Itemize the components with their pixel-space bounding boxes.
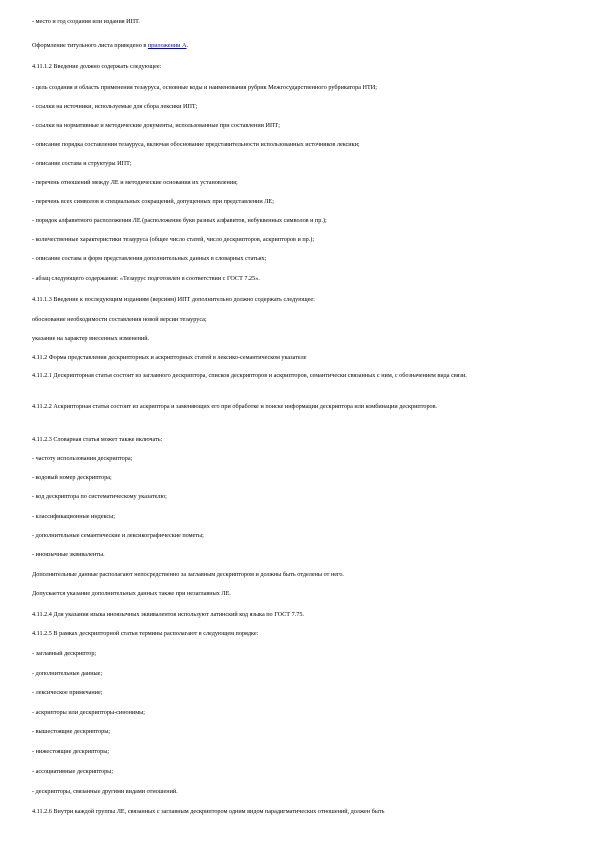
list-item: - абзац следующего содержания: «Тезаурус подготовлен в соответствии с ГОСТ 7.25». [32, 275, 260, 282]
list-item: - количественные характеристики тезауруса (общее число статей, число дескрипторов, аскрипторов и пр.); [32, 236, 315, 243]
list-item: - ссылки на источники, используемые для сбора лексики ИПТ; [32, 103, 198, 110]
list-item: - нижестоящие дескрипторы; [32, 748, 110, 755]
list-item: - перечень всех символов и специальных сокращений, допущенных при представлении ЛЕ; [32, 198, 274, 205]
list-item: - описание состава и форм представления дополнительных данных в словарных статьях; [32, 255, 267, 262]
text-line: указание на характер внесенных изменений. [32, 335, 150, 342]
list-item: - цель создания и область применения тезауруса, основные коды и наименования рубрик Межгосударственного рубрикатора НТИ; [32, 84, 377, 91]
list-item: - дополнительные данные; [32, 670, 103, 677]
list-item: - код дескриптора по систематическому указателю; [32, 493, 167, 500]
list-item: - описание состава и структуры ИПТ; [32, 160, 132, 167]
list-item: - заглавный дескриптор; [32, 650, 97, 657]
appendix-a-link[interactable]: приложении А [147, 42, 187, 49]
list-item: - аскрипторы или дескрипторы-синонимы; [32, 709, 146, 716]
section-heading: 4.11.1.2 Введение должно содержать следующее: [32, 63, 162, 70]
list-item: - вышестоящие дескрипторы; [32, 728, 111, 735]
text-line: Допускается указание дополнительных данных также при незаглавных ЛЕ. [32, 590, 231, 597]
text-line: Оформление титульного листа приведено в [32, 42, 148, 49]
list-item: - иноязычные эквиваленты. [32, 551, 105, 558]
text-line: . [186, 42, 189, 49]
text-line: - место и год создания или издания ИПТ. [32, 18, 140, 25]
text-line: обоснование необходимости составления новой версии тезауруса; [32, 316, 207, 323]
list-item: - частоту использования дескриптора; [32, 455, 133, 462]
paragraph: 4.11.2.2 Аскрипторная статья состоит из аскриптора и заменяющих его при обработке и поиске информации дескриптора или комбинации дескрипторов. [32, 403, 438, 410]
section-heading: 4.11.1.3 Введение к последующим изданиям (версиям) ИПТ дополнительно должно содержать следующее: [32, 296, 315, 303]
section-heading: 4.11.2.6 Внутри каждой группы ЛЕ, связанных с заглавным дескриптором одним видом парадигматических отношений, должен быть [32, 808, 385, 815]
list-item: - дескрипторы, связанные другими видами отношений. [32, 788, 178, 795]
list-item: - классификационные индексы; [32, 513, 116, 520]
section-heading: 4.11.2.4 Для указания языка иноязычных эквивалентов используют латинский код языка по ГОСТ 7.75. [32, 611, 304, 618]
section-heading: 4.11.2 Форма представления дескрипторных и аскрипторных статей в лексико-семантическом указателе [32, 354, 307, 361]
list-item: - перечень отношений между ЛЕ и методические основания их установления; [32, 179, 238, 186]
list-item: - дополнительные семантические и лексикографические пометы; [32, 532, 204, 539]
section-heading: 4.11.2.5 В рамках дескрипторной статьи термины располагают в следующем порядке: [32, 630, 259, 637]
list-item: - кодовый номер дескриптора; [32, 474, 112, 481]
list-item: - порядок алфавитного расположения ЛЕ (расположение букв разных алфавитов, небуквенных символов и пр.); [32, 217, 327, 224]
text-line: Дополнительные данные располагают непосредственно за заглавным дескриптором и должны быть отделены от него. [32, 571, 344, 578]
text-line-with-link [32, 42, 572, 50]
list-item: - ассоциативные дескрипторы; [32, 768, 114, 775]
list-item: - описание порядка составления тезауруса, включая обоснование представительности использованных источников лексики; [32, 141, 360, 148]
paragraph: 4.11.2.1 Дескрипторная статья состоит из заглавного дескриптора, списков дескрипторов и аскрипторов, семантически связанных с ним, с обозначением вида связи. [32, 372, 467, 379]
list-item: - ссылки на нормативные и методические документы, использованные при составлении ИПТ; [32, 122, 280, 129]
section-heading: 4.11.2.3 Словарная статья может также включать: [32, 436, 163, 443]
list-item: - лексическое примечание; [32, 689, 103, 696]
